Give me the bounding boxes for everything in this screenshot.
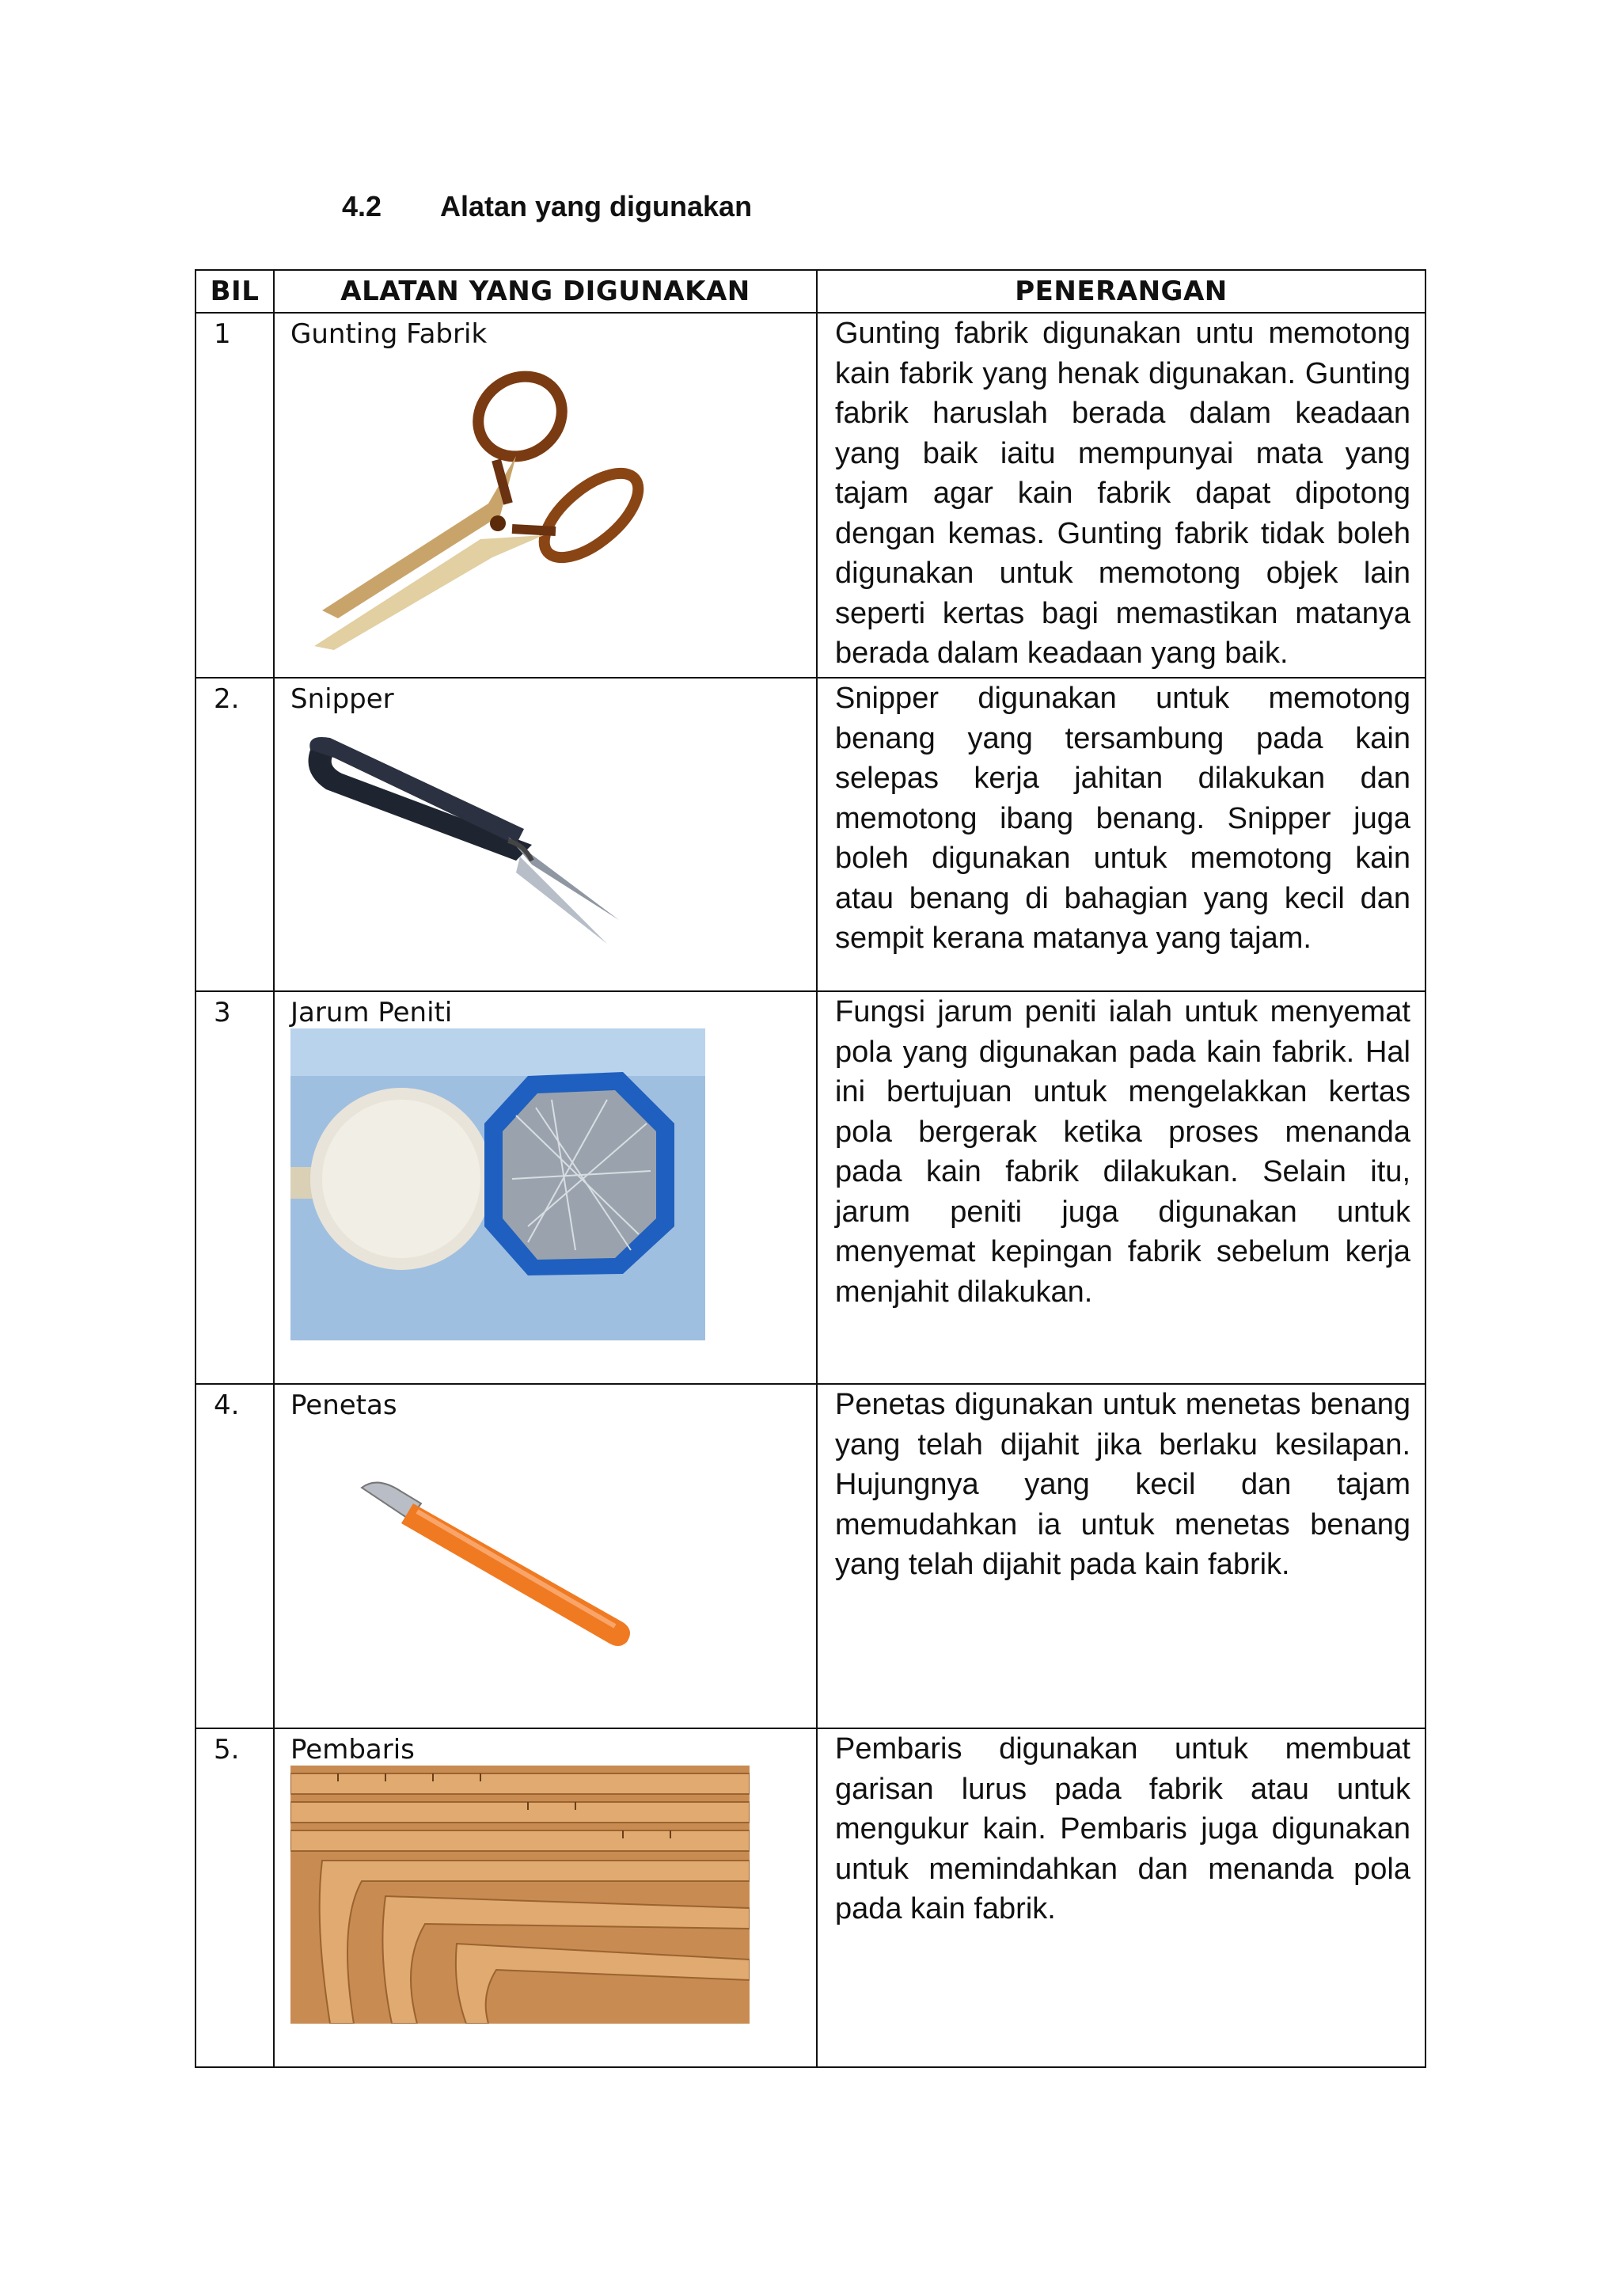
tool-name: Jarum Peniti — [290, 997, 453, 1028]
table-header-row — [196, 270, 1425, 313]
tool-cell — [274, 678, 817, 991]
description: Penetas digunakan untuk menetas benang yang telah dijahit jika berlaku kesilapan. Hujungnya yang kecil dan tajam memudahkan ia untuk menetas benang yang telah dijahit pada kain fabrik. — [817, 1384, 1425, 1728]
section-heading — [342, 190, 752, 223]
section-title: Alatan yang digunakan — [440, 190, 753, 222]
description: Pembaris digunakan untuk membuat garisan lurus pada fabrik atau untuk mengukur kain. Pembaris juga digunakan untuk memindahkan dan menanda pola pada kain fabrik. — [817, 1728, 1425, 2067]
tool-name: Gunting Fabrik — [290, 318, 488, 350]
header-bil: BIL — [196, 270, 274, 313]
header-tool: ALATAN YANG DIGUNAKAN — [274, 270, 817, 313]
tool-cell — [274, 313, 817, 678]
tool-cell — [274, 1728, 817, 2067]
row-number: 3 — [196, 991, 274, 1384]
header-description: PENERANGAN — [817, 270, 1425, 313]
table-row — [196, 1384, 1425, 1728]
description: Snipper digunakan untuk memotong benang yang tersambung pada kain selepas kerja jahitan dilakukan dan memotong ibang benang. Snipper juga boleh digunakan untuk memotong kain atau benang di bahagian yang kecil dan sempit kerana matanya yang tajam. — [817, 678, 1425, 991]
pins-image — [290, 1028, 705, 1340]
description: Gunting fabrik digunakan untu memotong kain fabrik yang henak digunakan. Gunting fabrik haruslah berada dalam keadaan yang baik iaitu mempunyai mata yang tajam agar kain fabrik dapat dipotong dengan kemas. Gunting fabrik tidak boleh digunakan untuk memotong objek lain seperti kertas bagi memastikan matanya berada dalam keadaan yang baik. — [817, 313, 1425, 678]
table-row — [196, 1728, 1425, 2067]
tools-table — [195, 269, 1426, 2068]
row-number: 2. — [196, 678, 274, 991]
tool-name: Snipper — [290, 683, 394, 715]
description: Fungsi jarum peniti ialah untuk menyemat pola yang digunakan pada kain fabrik. Hal ini bertujuan untuk mengelakkan kertas pola bergerak ketika proses menanda pada kain fabrik dilakukan. Selain itu, jarum peniti juga digunakan untuk menyemat kepingan fabrik sebelum kerja menjahit dilakukan. — [817, 991, 1425, 1384]
fabric-scissors-image — [290, 345, 702, 662]
tool-cell — [274, 991, 817, 1384]
row-number: 4. — [196, 1384, 274, 1728]
table-row — [196, 313, 1425, 678]
section-number: 4.2 — [342, 190, 382, 222]
table-row — [196, 991, 1425, 1384]
tool-cell — [274, 1384, 817, 1728]
table-row — [196, 678, 1425, 991]
snipper-image — [294, 726, 643, 964]
row-number: 1 — [196, 313, 274, 678]
row-number: 5. — [196, 1728, 274, 2067]
tool-name: Penetas — [290, 1389, 397, 1421]
seam-ripper-image — [346, 1472, 647, 1670]
tool-name: Pembaris — [290, 1734, 415, 1766]
rulers-image — [290, 1766, 750, 2024]
